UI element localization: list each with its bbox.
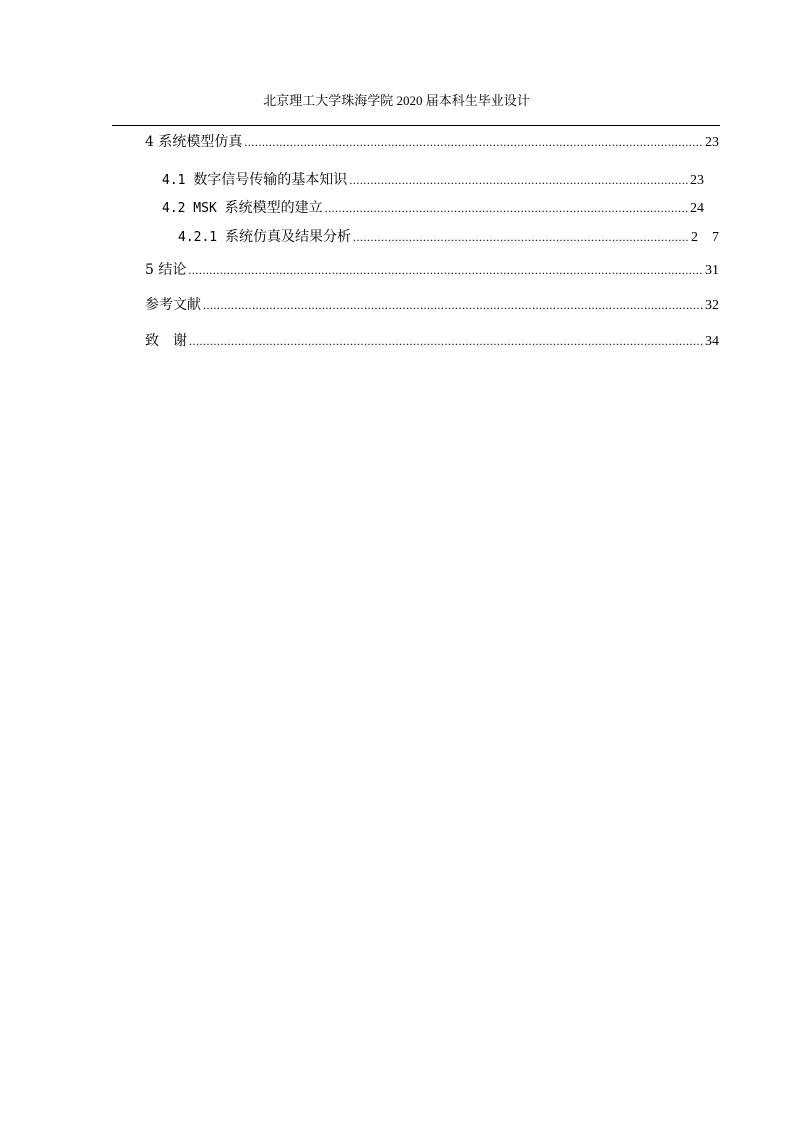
toc-number: 4 [145, 134, 159, 150]
toc-title: 数字信号传输的基本知识 [193, 172, 348, 188]
header-title: 北京理工大学珠海学院 2020 届本科生毕业设计 [263, 93, 530, 108]
toc-entry[interactable] [162, 171, 704, 189]
toc-page-number: 32 [705, 298, 719, 313]
toc-leader-dots [189, 332, 703, 350]
toc-leader-dots [203, 296, 703, 314]
toc-entry[interactable] [145, 296, 719, 314]
toc-leader-dots [325, 199, 688, 217]
toc-entry[interactable] [145, 261, 719, 279]
toc-page-number: 23 [690, 173, 704, 188]
toc-leader-dots [188, 261, 703, 279]
toc-title: 系统模型仿真 [158, 134, 243, 150]
toc-page-number: 23 [705, 135, 719, 150]
toc-title: 系统模型的建立 [224, 200, 323, 216]
toc-number: 4.2.1 [178, 230, 225, 245]
toc-entry[interactable] [145, 133, 719, 151]
toc-page-number: 31 [705, 263, 719, 278]
toc-title: 参考文献 [145, 297, 201, 313]
toc-title: 系统仿真及结果分析 [224, 229, 351, 245]
toc-entry[interactable] [145, 332, 719, 350]
toc-number: 4.2 MSK [162, 201, 225, 216]
toc-number: 4.1 [162, 173, 194, 188]
toc-entry[interactable] [178, 228, 719, 246]
toc-leader-dots [353, 228, 689, 246]
toc-leader-dots [349, 171, 688, 189]
toc-page-number: 2 7 [691, 230, 719, 245]
toc-page-number: 34 [705, 334, 719, 349]
toc-title: 结论 [158, 262, 187, 278]
toc-entry[interactable] [162, 199, 704, 217]
toc-page-number: 24 [690, 201, 704, 216]
toc-number: 5 [145, 262, 159, 278]
toc-leader-dots [244, 133, 703, 151]
toc-title: 致 谢 [145, 333, 187, 349]
